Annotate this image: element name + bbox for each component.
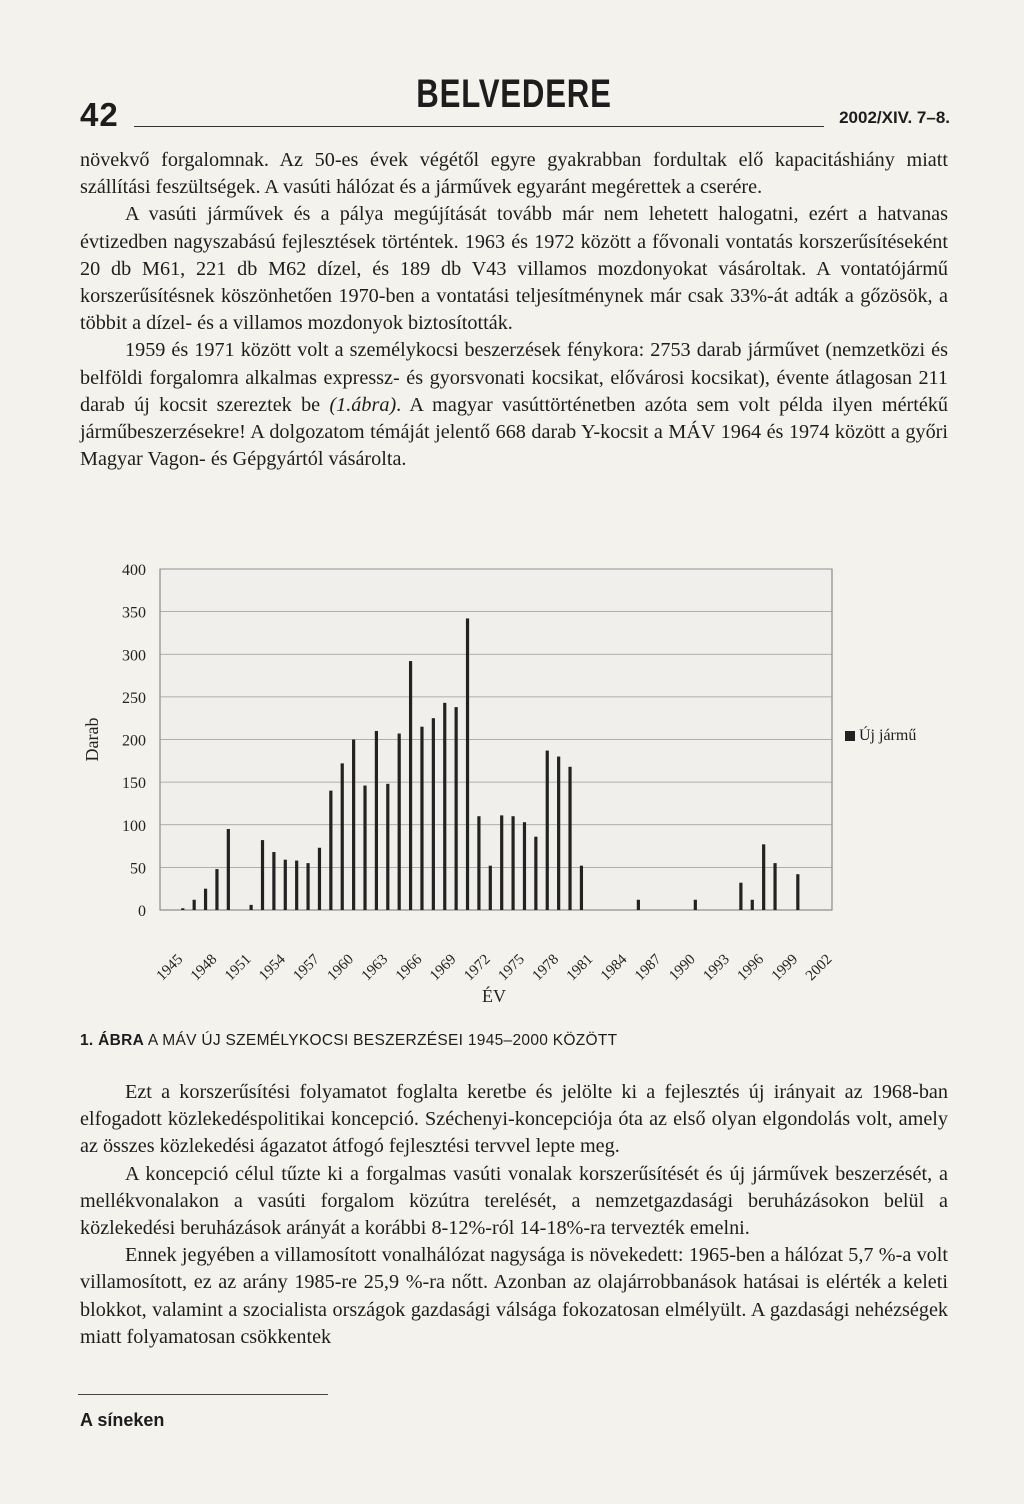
x-tick-label: 1981 xyxy=(563,951,597,985)
y-tick-label: 300 xyxy=(122,647,146,665)
x-tick-label: 1951 xyxy=(222,951,255,985)
paragraph: Ennek jegyében a villamosított vonalhálózat nagysága is növekedett: 1965-ben a hálózat 5,7 %-a volt villamosított, ez az arány 1985-re 25,9 %-ra nőtt. Azonban az olajárrobbanások hatásai is elérték a keleti blokkot, valamint a szocialista országok gazdasági válsága fokozatosan elmélyült. A gazdasági nehézségek miatt folyamatosan csökkentek xyxy=(80,1244,948,1348)
chart-legend xyxy=(845,727,916,745)
bar xyxy=(534,837,537,910)
footer-rule xyxy=(78,1394,328,1395)
issue-number: 2002/XIV. 7–8. xyxy=(839,108,950,127)
bar xyxy=(215,869,218,910)
bar xyxy=(796,874,799,910)
bar xyxy=(637,900,640,910)
bar xyxy=(466,618,469,910)
bar xyxy=(477,816,480,910)
y-tick-label: 350 xyxy=(122,604,146,622)
section-footer: A síneken xyxy=(80,1410,165,1430)
x-tick-label: 1945 xyxy=(153,951,187,985)
paragraph: Ezt a korszerűsítési folyamatot foglalta keretbe és jelölte ki a fejlesztés új irányait az 1968-ban elfogadott közlekedéspolitikai koncepció. Széchenyi-koncepciója óta az első olyan elgondolás volt, amely az összes közlekedési ágazatot átfogó fejlesztési tervvel lepte meg. xyxy=(80,1081,948,1158)
bar xyxy=(557,757,560,910)
y-tick-label: 250 xyxy=(122,689,146,707)
bar xyxy=(386,784,389,910)
paragraph-figure-ref xyxy=(80,337,948,473)
y-tick-label: 0 xyxy=(138,903,146,920)
bar xyxy=(409,661,412,910)
x-tick-label: 1984 xyxy=(597,951,631,985)
x-tick-label: 1954 xyxy=(256,951,289,985)
x-tick-label: 1978 xyxy=(529,951,563,985)
bar xyxy=(204,889,207,910)
x-tick-label: 2002 xyxy=(802,951,836,985)
x-tick-label: 1993 xyxy=(700,951,733,985)
bar xyxy=(751,900,754,910)
bar xyxy=(489,866,492,910)
body-text-top xyxy=(80,147,948,473)
bar xyxy=(568,767,571,910)
x-tick-label: 1990 xyxy=(666,951,699,985)
bar xyxy=(455,707,458,910)
legend-label: Új jármű xyxy=(859,727,917,744)
legend-swatch xyxy=(845,731,855,741)
bar xyxy=(443,703,446,910)
bar xyxy=(295,861,298,910)
bar xyxy=(261,840,264,910)
bar xyxy=(580,866,583,910)
bar xyxy=(329,791,332,910)
x-tick-label: 1987 xyxy=(632,951,665,985)
x-tick-label: 1948 xyxy=(187,951,221,985)
header-rule xyxy=(134,126,824,127)
x-tick-label: 1960 xyxy=(324,951,358,985)
bar-chart-svg xyxy=(60,552,960,1022)
x-tick-label: 1966 xyxy=(392,951,426,985)
bar xyxy=(739,883,742,910)
bar xyxy=(773,863,776,910)
bar xyxy=(546,751,549,910)
figure-caption xyxy=(80,1032,617,1050)
page-number: 42 xyxy=(80,96,119,133)
bar xyxy=(341,763,344,910)
paragraph-text: . A magyar vasúttörténetben azóta sem volt példa ilyen mértékű járműbeszerzésekre! A dolgozatom témáját jelentő 668 darab Y-kocsit a MÁV 1964 és 1974 között a győri Magyar Vagon- és Gépgyártól vásárolta. xyxy=(80,393,949,471)
y-tick-label: 200 xyxy=(122,732,146,750)
bar xyxy=(306,863,309,910)
x-tick-label: 1975 xyxy=(495,951,528,985)
bar xyxy=(420,727,423,910)
y-tick-label: 150 xyxy=(122,775,146,793)
figure-chart xyxy=(60,552,960,1022)
bar xyxy=(511,816,514,910)
bar xyxy=(432,718,435,910)
caption-text: A MÁV ÚJ SZEMÉLYKOCSI BESZERZÉSEI 1945–2000 KÖZÖTT xyxy=(147,1032,618,1049)
bar xyxy=(375,731,378,910)
y-tick-label: 50 xyxy=(130,860,146,878)
paragraph: A vasúti járművek és a pálya megújítását tovább már nem lehetett halogatni, ezért a hatvanas évtizedben nagyszabású fejlesztések történtek. 1963 és 1972 között a fővonali vontatás korszerűsítéseként 20 db M61, 221 db M62 dízel, és 189 db V43 villamos mozdonyokat vásároltak. A vontatójármű korszerűsítésnek köszönhetően 1970-ben a vontatási teljesítménynek már csak 33%-át adták a gőzösök, a többit a dízel- és a villamos mozdonyok biztosították. xyxy=(80,203,948,335)
bar xyxy=(694,900,697,910)
bar xyxy=(500,815,503,910)
bar xyxy=(193,900,196,910)
bar xyxy=(398,734,401,910)
bar xyxy=(250,905,253,910)
bar xyxy=(181,908,184,910)
x-tick-label: 1972 xyxy=(461,951,494,985)
bar xyxy=(363,786,366,910)
y-tick-label: 400 xyxy=(122,562,146,579)
caption-number: 1. xyxy=(80,1032,94,1049)
bar xyxy=(227,829,230,910)
paragraph-text: 1959 és 1971 között volt a személykocsi beszerzések fénykora: 2753 darab járművet (nemzetközi és belföldi forgalomra alkalmas expressz- és gyorsvonati kocsikat, elővárosi kocsikat), évente átlagosan 211 darab új kocsit szereztek be xyxy=(80,339,948,416)
x-axis-label: ÉV xyxy=(482,986,506,1006)
bar xyxy=(318,848,321,910)
x-tick-label: 1999 xyxy=(768,951,802,985)
paragraph: növekvő forgalomnak. Az 50-es évek végétől egyre gyakrabban fordultak elő kapacitáshiány miatt szállítási feszültségek. A vasúti hálózat és a járművek egyaránt megérettek a cserére. xyxy=(80,149,948,199)
x-tick-label: 1957 xyxy=(290,951,323,985)
bar xyxy=(352,740,355,911)
bar xyxy=(272,852,275,910)
caption-label: ÁBRA xyxy=(98,1032,145,1049)
x-tick-label: 1963 xyxy=(358,951,392,985)
x-tick-label: 1996 xyxy=(734,951,768,985)
figure-reference: (1.ábra) xyxy=(329,393,397,416)
y-axis-label: Darab xyxy=(82,717,102,762)
x-tick-label: 1969 xyxy=(427,951,460,985)
bar xyxy=(762,844,765,910)
bar xyxy=(284,860,287,910)
bar xyxy=(523,822,526,910)
body-text-bottom xyxy=(80,1079,948,1351)
paragraph: A koncepció célul tűzte ki a forgalmas vasúti vonalak korszerűsítését és új járművek beszerzését, a mellékvonalakon a vasúti forgalom közútra terelését, a nemzetgazdasági beruházásokon belül a közlekedési beruházások arányát a korábbi 8-12%-ról 14-18%-ra tervezték emelni. xyxy=(80,1162,948,1240)
y-tick-label: 100 xyxy=(122,817,146,835)
journal-title: BELVEDERE xyxy=(416,72,612,116)
